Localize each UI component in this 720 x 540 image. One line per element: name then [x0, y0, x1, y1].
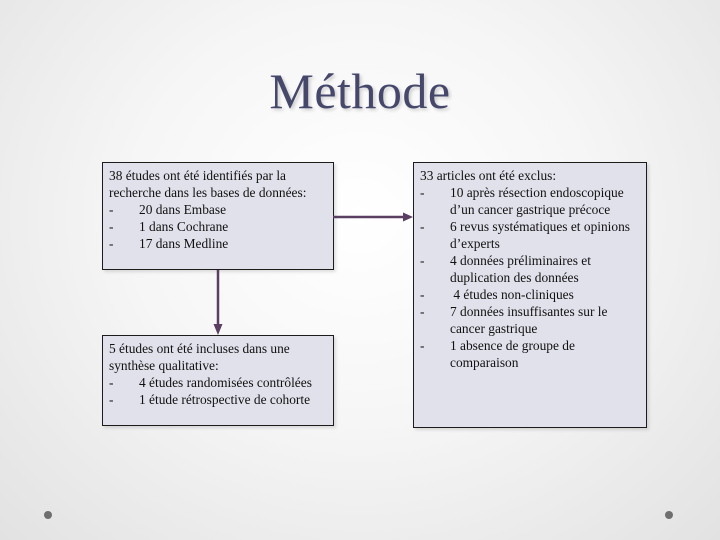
bullet-dash: -	[420, 219, 425, 234]
list-item	[109, 391, 327, 408]
list-item	[420, 303, 640, 337]
list-item	[420, 218, 640, 252]
bullet-dash: -	[420, 185, 425, 200]
bullet-dash: -	[420, 304, 425, 319]
bullet-dash: -	[109, 392, 114, 407]
list-item	[420, 252, 640, 286]
list-item	[109, 201, 327, 218]
arrow-right-icon	[333, 211, 415, 223]
list-item	[109, 374, 327, 391]
bullet-dash: -	[420, 253, 425, 268]
list-item-text: 20 dans Embase	[139, 202, 227, 217]
list-item-text: 1 étude rétrospective de cohorte	[139, 392, 311, 407]
bullet-dash: -	[420, 287, 425, 302]
excluded-heading: 33 articles ont été exclus:	[420, 168, 557, 183]
list-item-text: 1 dans Cochrane	[139, 219, 229, 234]
bullet-dash: -	[109, 236, 114, 251]
list-item-text: 4 études non-cliniques	[450, 287, 574, 302]
included-heading: 5 études ont été incluses dans une synthèse qualitative:	[109, 341, 290, 373]
list-item	[109, 218, 327, 235]
list-item	[420, 286, 640, 303]
list-item	[109, 235, 327, 252]
included-studies-box	[102, 335, 334, 426]
list-item-text: 10 après résection endoscopique d’un cancer gastrique précoce	[450, 185, 624, 217]
list-item-text: 17 dans Medline	[139, 236, 229, 251]
corner-dot-bottom-left	[44, 511, 52, 519]
list-item	[420, 184, 640, 218]
bullet-dash: -	[109, 375, 114, 390]
bullet-dash: -	[109, 219, 114, 234]
list-item-text: 6 revus systématiques et opinions d’experts	[450, 219, 631, 251]
list-item-text: 4 études randomisées contrôlées	[139, 375, 312, 390]
corner-dot-bottom-right	[665, 511, 673, 519]
identified-studies-box	[102, 162, 334, 270]
identified-heading: 38 études ont été identifiés par la recherche dans les bases de données:	[109, 168, 307, 200]
list-item	[420, 337, 640, 371]
arrow-down-icon	[212, 270, 224, 336]
list-item-text: 7 données insuffisantes sur le cancer gastrique	[450, 304, 608, 336]
excluded-articles-box	[413, 162, 647, 428]
list-item-text: 1 absence de groupe de comparaison	[450, 338, 575, 370]
bullet-dash: -	[420, 338, 425, 353]
slide-title: Méthode	[269, 63, 451, 119]
list-item-text: 4 données préliminaires et duplication des données	[450, 253, 591, 285]
bullet-dash: -	[109, 202, 114, 217]
